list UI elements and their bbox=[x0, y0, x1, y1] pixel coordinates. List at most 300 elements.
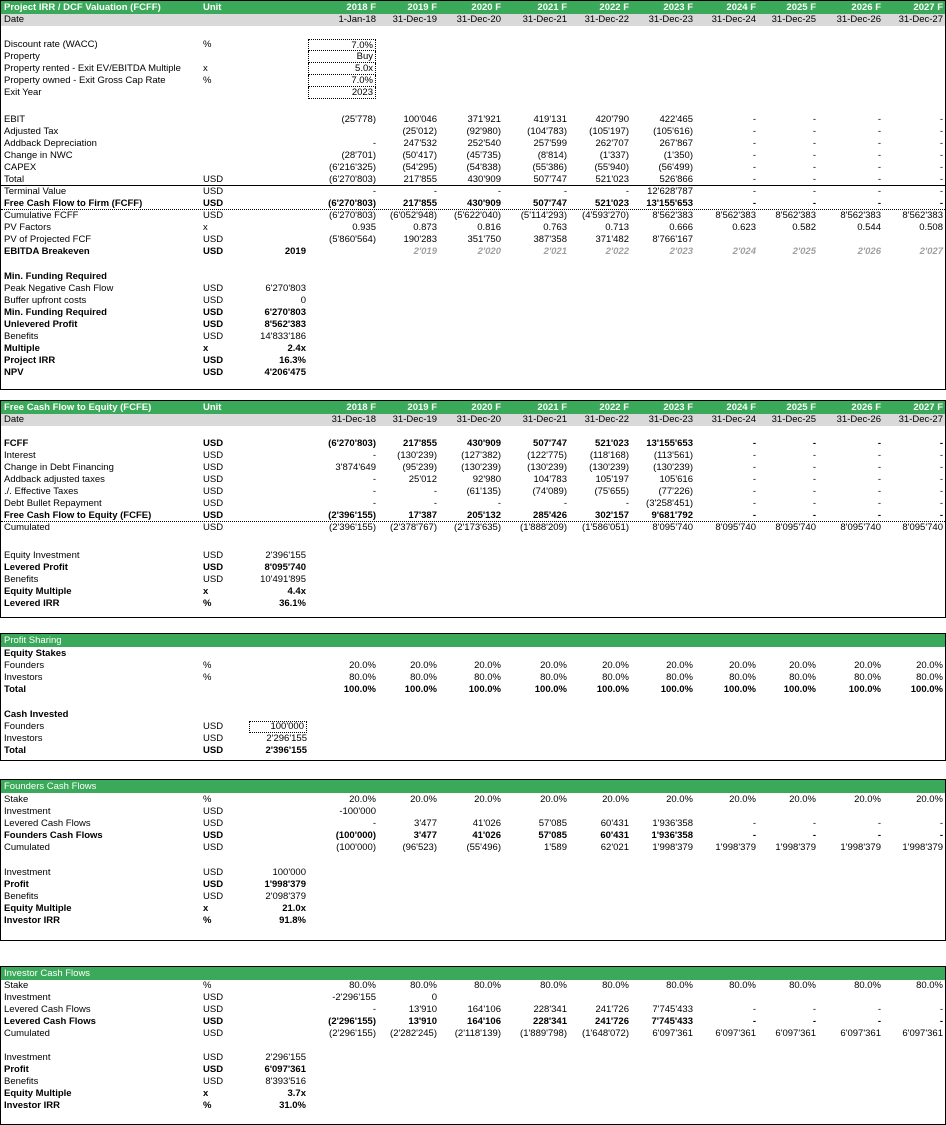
value-cell: 228'341 bbox=[533, 1016, 567, 1027]
value-cell: - bbox=[812, 114, 816, 125]
value-cell: 105'197 bbox=[595, 474, 629, 485]
value-cell: 9'681'792 bbox=[651, 510, 693, 521]
value-cell: 60'431 bbox=[600, 830, 629, 841]
value-cell: 20.0% bbox=[916, 660, 943, 671]
value-cell: (6'270'803) bbox=[329, 210, 376, 221]
value-cell: 13'910 bbox=[408, 1004, 437, 1015]
value-cell: 217'855 bbox=[403, 174, 437, 185]
row-unit: USD bbox=[203, 806, 224, 817]
value-cell: 507'747 bbox=[533, 198, 567, 209]
table-row bbox=[1, 684, 945, 696]
value-cell: 31-Dec-18 bbox=[331, 414, 376, 425]
row-unit: USD bbox=[203, 450, 224, 461]
value-cell bbox=[497, 992, 567, 1004]
summary-label: Peak Negative Cash Flow bbox=[4, 283, 114, 294]
cash-value: 2'396'155 bbox=[265, 745, 307, 756]
assumption-label: Property owned - Exit Gross Cap Rate bbox=[4, 75, 166, 86]
value-cell: 2027 F bbox=[913, 402, 943, 413]
value-cell: -2'296'155 bbox=[332, 992, 376, 1003]
summary-value: 8'095'740 bbox=[264, 562, 306, 573]
value-cell: 1'998'379 bbox=[652, 842, 693, 853]
value-cell: 20.0% bbox=[854, 794, 881, 805]
summary-row bbox=[1, 283, 945, 295]
summary-row bbox=[1, 915, 945, 927]
date-label: Date bbox=[4, 414, 25, 425]
table-row bbox=[1, 498, 945, 510]
row-unit: USD bbox=[203, 210, 224, 221]
summary-row bbox=[1, 319, 945, 331]
value-cell: - bbox=[372, 486, 376, 497]
value-cell: 1'998'379 bbox=[902, 842, 943, 853]
value-cell: 20.0% bbox=[540, 660, 567, 671]
value-cell: (1'586'051) bbox=[582, 522, 629, 533]
value-cell: - bbox=[812, 174, 816, 185]
breakeven-year: 2019 bbox=[284, 246, 306, 257]
value-cell: 1'998'379 bbox=[775, 842, 816, 853]
value-cell bbox=[497, 806, 567, 818]
value-cell: - bbox=[752, 150, 756, 161]
value-cell: 100.0% bbox=[910, 684, 943, 695]
summary-row bbox=[1, 550, 945, 562]
value-cell: 100.0% bbox=[343, 684, 376, 695]
summary-label: Profit bbox=[4, 879, 29, 890]
value-cell: - bbox=[939, 1004, 943, 1015]
table-row bbox=[1, 210, 945, 222]
value-cell: -100'000 bbox=[339, 806, 376, 817]
value-cell: 100.0% bbox=[534, 684, 567, 695]
value-cell: - bbox=[877, 162, 881, 173]
value-cell: (45'735) bbox=[466, 150, 501, 161]
cash-label: Founders bbox=[4, 721, 45, 732]
summary-unit: USD bbox=[203, 331, 224, 342]
value-cell: (55'386) bbox=[532, 162, 567, 173]
table-row bbox=[1, 794, 945, 806]
value-cell: (2'378'767) bbox=[390, 522, 437, 533]
value-cell: (6'270'803) bbox=[329, 174, 376, 185]
summary-row bbox=[1, 598, 945, 610]
value-cell: 31-Dec-26 bbox=[836, 414, 881, 425]
value-cell: 247'532 bbox=[403, 138, 437, 149]
summary-value: 2.4x bbox=[287, 343, 306, 354]
value-cell: - bbox=[433, 486, 437, 497]
summary-value: 6'097'361 bbox=[264, 1064, 306, 1075]
value-cell: 2'027 bbox=[919, 246, 943, 257]
table-row bbox=[1, 842, 945, 854]
value-cell: (127'382) bbox=[461, 450, 501, 461]
value-cell bbox=[873, 234, 943, 246]
value-cell: 2'021 bbox=[543, 246, 567, 257]
row-label: CAPEX bbox=[4, 162, 37, 173]
value-cell: 80.0% bbox=[410, 672, 437, 683]
summary-label: Benefits bbox=[4, 1076, 39, 1087]
value-cell: 31-Dec-24 bbox=[711, 414, 756, 425]
value-cell: 6'097'361 bbox=[840, 1028, 881, 1039]
value-cell: - bbox=[812, 1004, 816, 1015]
summary-row bbox=[1, 295, 945, 307]
value-cell: 100.0% bbox=[783, 684, 816, 695]
summary-label: Equity Multiple bbox=[4, 586, 72, 597]
value-cell bbox=[746, 992, 816, 1004]
summary-row bbox=[1, 307, 945, 319]
value-cell: 217'855 bbox=[403, 438, 437, 449]
value-cell: - bbox=[939, 486, 943, 497]
row-unit bbox=[203, 684, 248, 696]
value-cell: - bbox=[497, 186, 501, 197]
value-cell: - bbox=[752, 450, 756, 461]
value-cell: 100.0% bbox=[848, 684, 881, 695]
value-cell: 2024 F bbox=[726, 402, 756, 413]
table-row bbox=[1, 138, 945, 150]
section-header bbox=[1, 1, 945, 14]
row-label: Addback Depreciation bbox=[4, 138, 97, 149]
value-cell: 1'936'358 bbox=[652, 818, 693, 829]
section-title: Profit Sharing bbox=[4, 635, 62, 646]
value-cell: (1'337) bbox=[599, 150, 629, 161]
value-cell bbox=[873, 806, 943, 818]
value-cell: 0.544 bbox=[857, 222, 881, 233]
value-cell: 2019 F bbox=[407, 402, 437, 413]
summary-row bbox=[1, 1076, 945, 1088]
value-cell: - bbox=[877, 510, 881, 521]
value-cell: 2'022 bbox=[605, 246, 629, 257]
summary-value: 3.7x bbox=[287, 1088, 306, 1099]
value-cell: - bbox=[877, 818, 881, 829]
value-cell: 3'874'649 bbox=[335, 462, 376, 473]
value-cell bbox=[623, 992, 693, 1004]
value-cell: 80.0% bbox=[854, 980, 881, 991]
value-cell: 8'095'740 bbox=[775, 522, 816, 533]
value-cell: 80.0% bbox=[666, 672, 693, 683]
value-cell: - bbox=[433, 498, 437, 509]
row-label: EBITDA Breakeven bbox=[4, 246, 90, 257]
fcfe-section bbox=[0, 400, 946, 618]
value-cell: - bbox=[812, 1016, 816, 1027]
cash-invested-title-row bbox=[1, 709, 945, 721]
row-label: Debt Bullet Repayment bbox=[4, 498, 102, 509]
value-cell: - bbox=[877, 486, 881, 497]
value-cell: - bbox=[812, 818, 816, 829]
summary-unit: USD bbox=[203, 891, 224, 902]
summary-row bbox=[1, 343, 945, 355]
table-row bbox=[1, 474, 945, 486]
summary-unit: USD bbox=[203, 1076, 224, 1087]
value-cell: 100.0% bbox=[404, 684, 437, 695]
value-cell: 100.0% bbox=[660, 684, 693, 695]
summary-value: 6'270'803 bbox=[265, 283, 306, 294]
table-row bbox=[1, 818, 945, 830]
table-row bbox=[1, 450, 945, 462]
assumption-input[interactable]: Buy bbox=[308, 51, 376, 63]
row-label: PV Factors bbox=[4, 222, 51, 233]
assumption-input[interactable]: 7.0% bbox=[308, 75, 376, 87]
value-cell: 2023 F bbox=[663, 2, 693, 13]
assumption-input[interactable]: 7.0% bbox=[308, 39, 376, 51]
value-cell: (1'350) bbox=[663, 150, 693, 161]
row-unit: USD bbox=[203, 992, 224, 1003]
summary-unit: x bbox=[203, 1088, 209, 1099]
summary-value: 31.0% bbox=[279, 1100, 306, 1111]
value-cell: - bbox=[752, 474, 756, 485]
value-cell: 8'562'383 bbox=[652, 210, 693, 221]
assumption-unit bbox=[203, 87, 248, 99]
row-label: Free Cash Flow to Firm (FCFF) bbox=[4, 198, 143, 209]
value-cell: 507'747 bbox=[533, 174, 567, 185]
summary-unit: USD bbox=[203, 367, 224, 378]
assumption-unit: % bbox=[203, 39, 212, 50]
value-cell: (2'118'139) bbox=[454, 1028, 501, 1039]
value-cell: 2023 F bbox=[663, 402, 693, 413]
value-cell: 20.0% bbox=[602, 660, 629, 671]
summary-label: Benefits bbox=[4, 891, 39, 902]
assumption-input[interactable]: 2023 bbox=[308, 87, 376, 99]
value-cell: - bbox=[752, 126, 756, 137]
value-cell: (50'417) bbox=[402, 150, 437, 161]
table-row bbox=[1, 462, 945, 474]
row-label: PV of Projected FCF bbox=[4, 234, 92, 245]
equity-stakes-title-row bbox=[1, 648, 945, 660]
value-cell: - bbox=[939, 150, 943, 161]
section-header bbox=[1, 634, 945, 647]
summary-unit: USD bbox=[203, 355, 224, 366]
row-label: ./. Effective Taxes bbox=[4, 486, 79, 497]
min-funding-title-row bbox=[1, 271, 945, 283]
table-row bbox=[1, 830, 945, 842]
value-cell: 31-Dec-19 bbox=[392, 14, 437, 25]
value-cell: (25'012) bbox=[402, 126, 437, 137]
summary-value: 100'000 bbox=[272, 867, 306, 878]
value-cell: - bbox=[372, 818, 376, 829]
table-row bbox=[1, 806, 945, 818]
value-cell: - bbox=[877, 830, 881, 841]
date-label: Date bbox=[4, 14, 25, 25]
section-header bbox=[1, 401, 945, 414]
value-cell: - bbox=[877, 1004, 881, 1015]
summary-row bbox=[1, 1052, 945, 1064]
assumption-input[interactable]: 5.0x bbox=[308, 63, 376, 75]
value-cell: 20.0% bbox=[349, 660, 376, 671]
row-unit: % bbox=[203, 660, 212, 671]
value-cell: 0.763 bbox=[543, 222, 567, 233]
value-cell: - bbox=[752, 174, 756, 185]
assumption-label: Property bbox=[4, 51, 40, 62]
cash-value[interactable]: 100'000 bbox=[249, 721, 307, 733]
summary-unit: USD bbox=[203, 574, 224, 585]
value-cell: - bbox=[812, 186, 816, 197]
value-cell: (2'396'155) bbox=[328, 510, 376, 521]
table-row bbox=[1, 672, 945, 684]
value-cell: 2020 F bbox=[471, 402, 501, 413]
value-cell: - bbox=[752, 818, 756, 829]
value-cell: 7'745'433 bbox=[652, 1004, 693, 1015]
date-row bbox=[1, 14, 945, 26]
value-cell: 13'155'653 bbox=[646, 438, 693, 449]
value-cell: 31-Dec-21 bbox=[522, 414, 567, 425]
table-row bbox=[1, 162, 945, 174]
value-cell: - bbox=[939, 162, 943, 173]
value-cell: 228'341 bbox=[533, 1004, 567, 1015]
row-label: Founders Cash Flows bbox=[4, 830, 103, 841]
value-cell: - bbox=[563, 186, 567, 197]
value-cell: - bbox=[433, 186, 437, 197]
value-cell: 8'562'383 bbox=[715, 210, 756, 221]
value-cell: (6'216'325) bbox=[329, 162, 376, 173]
value-cell: (54'295) bbox=[402, 162, 437, 173]
value-cell: - bbox=[752, 186, 756, 197]
value-cell bbox=[811, 806, 881, 818]
value-cell: 2026 F bbox=[851, 2, 881, 13]
value-cell: 80.0% bbox=[349, 672, 376, 683]
assumption-label: Exit Year bbox=[4, 87, 42, 98]
value-cell: (6'052'948) bbox=[390, 210, 437, 221]
value-cell: 62'021 bbox=[600, 842, 629, 853]
table-row bbox=[1, 246, 945, 258]
value-cell: 2022 F bbox=[599, 402, 629, 413]
value-cell: 57'085 bbox=[538, 830, 567, 841]
value-cell: 0.582 bbox=[792, 222, 816, 233]
cash-unit: USD bbox=[203, 745, 224, 756]
value-cell: (2'296'155) bbox=[328, 1016, 376, 1027]
value-cell: - bbox=[812, 510, 816, 521]
value-cell: (92'980) bbox=[466, 126, 501, 137]
row-unit: USD bbox=[203, 1016, 224, 1027]
value-cell: 20.0% bbox=[410, 660, 437, 671]
row-label: Levered Cash Flows bbox=[4, 1004, 91, 1015]
row-unit: USD bbox=[203, 234, 224, 245]
value-cell: 31-Dec-22 bbox=[584, 14, 629, 25]
row-label: Cumulated bbox=[4, 522, 50, 533]
value-cell: 521'023 bbox=[595, 198, 629, 209]
summary-row bbox=[1, 574, 945, 586]
value-cell: - bbox=[752, 486, 756, 497]
cash-invested-row bbox=[1, 745, 945, 757]
summary-value: 36.1% bbox=[279, 598, 306, 609]
summary-label: Levered Profit bbox=[4, 562, 68, 573]
value-cell: 422'465 bbox=[659, 114, 693, 125]
value-cell: 351'750 bbox=[467, 234, 501, 245]
value-cell: (1'889'798) bbox=[520, 1028, 567, 1039]
summary-row bbox=[1, 879, 945, 891]
table-row bbox=[1, 992, 945, 1004]
table-row bbox=[1, 660, 945, 672]
value-cell: - bbox=[625, 498, 629, 509]
assumption-unit: % bbox=[203, 75, 212, 86]
value-cell: - bbox=[812, 486, 816, 497]
row-label: Investors bbox=[4, 672, 43, 683]
assumption-unit bbox=[203, 51, 248, 63]
summary-value: 8'393'516 bbox=[265, 1076, 306, 1087]
value-cell: 0.508 bbox=[919, 222, 943, 233]
summary-unit: USD bbox=[203, 319, 224, 330]
row-label: Total bbox=[4, 684, 26, 695]
value-cell: - bbox=[752, 510, 756, 521]
table-row bbox=[1, 486, 945, 498]
value-cell: 1'589 bbox=[544, 842, 567, 853]
summary-unit: x bbox=[203, 586, 209, 597]
value-cell: (2'282'245) bbox=[390, 1028, 437, 1039]
value-cell: 8'095'740 bbox=[840, 522, 881, 533]
table-row bbox=[1, 234, 945, 246]
value-cell: (55'940) bbox=[594, 162, 629, 173]
section-header bbox=[1, 780, 945, 793]
value-cell: 371'921 bbox=[467, 114, 501, 125]
value-cell bbox=[623, 806, 693, 818]
row-label: Stake bbox=[4, 980, 29, 991]
row-label: Terminal Value bbox=[4, 186, 67, 197]
value-cell: - bbox=[752, 138, 756, 149]
table-row bbox=[1, 1016, 945, 1028]
value-cell: 0.666 bbox=[669, 222, 693, 233]
value-cell: 80.0% bbox=[540, 672, 567, 683]
table-row bbox=[1, 198, 945, 210]
value-cell: 57'085 bbox=[538, 818, 567, 829]
value-cell: 2019 F bbox=[407, 2, 437, 13]
value-cell: 20.0% bbox=[474, 794, 501, 805]
value-cell: 430'909 bbox=[467, 174, 501, 185]
value-cell: (6'270'803) bbox=[328, 438, 376, 449]
summary-value: 4.4x bbox=[287, 586, 306, 597]
summary-unit: USD bbox=[203, 867, 224, 878]
value-cell: (113'561) bbox=[653, 450, 693, 461]
value-cell: 420'790 bbox=[595, 114, 629, 125]
table-row bbox=[1, 438, 945, 450]
summary-value: 10'491'895 bbox=[260, 574, 306, 585]
value-cell: 2024 F bbox=[726, 2, 756, 13]
row-label: Interest bbox=[4, 450, 36, 461]
value-cell: - bbox=[877, 474, 881, 485]
summary-value: 2'396'155 bbox=[265, 550, 306, 561]
cash-value: 2'296'155 bbox=[266, 733, 307, 744]
summary-label: Investor IRR bbox=[4, 915, 60, 926]
value-cell: - bbox=[939, 474, 943, 485]
cash-unit: USD bbox=[203, 721, 224, 732]
value-cell: (2'396'155) bbox=[329, 522, 376, 533]
value-cell: (5'622'040) bbox=[454, 210, 501, 221]
value-cell: 80.0% bbox=[474, 980, 501, 991]
value-cell: - bbox=[625, 186, 629, 197]
value-cell: 41'026 bbox=[472, 830, 501, 841]
value-cell: 6'097'361 bbox=[902, 1028, 943, 1039]
summary-unit: USD bbox=[203, 307, 224, 318]
value-cell: 80.0% bbox=[854, 672, 881, 683]
value-cell: - bbox=[939, 126, 943, 137]
value-cell: - bbox=[372, 498, 376, 509]
value-cell: 80.0% bbox=[540, 980, 567, 991]
value-cell: (2'296'155) bbox=[329, 1028, 376, 1039]
value-cell: 2027 F bbox=[913, 2, 943, 13]
assumption-row bbox=[1, 87, 945, 99]
value-cell: - bbox=[877, 174, 881, 185]
summary-row bbox=[1, 331, 945, 343]
value-cell: 8'095'740 bbox=[715, 522, 756, 533]
table-row bbox=[1, 1004, 945, 1016]
value-cell: 80.0% bbox=[602, 980, 629, 991]
value-cell: 430'909 bbox=[467, 438, 501, 449]
value-cell: 8'562'383 bbox=[775, 210, 816, 221]
value-cell: 12'628'787 bbox=[647, 186, 693, 197]
value-cell: 20.0% bbox=[602, 794, 629, 805]
summary-label: Investment bbox=[4, 867, 51, 878]
value-cell: 3'477 bbox=[413, 830, 437, 841]
value-cell: - bbox=[877, 138, 881, 149]
row-unit: USD bbox=[203, 510, 224, 521]
summary-row bbox=[1, 903, 945, 915]
summary-label: Investment bbox=[4, 1052, 51, 1063]
row-label: Total bbox=[4, 174, 25, 185]
value-cell: - bbox=[877, 498, 881, 509]
value-cell: (5'114'293) bbox=[520, 210, 567, 221]
row-unit: USD bbox=[203, 174, 224, 185]
row-unit: USD bbox=[203, 818, 224, 829]
